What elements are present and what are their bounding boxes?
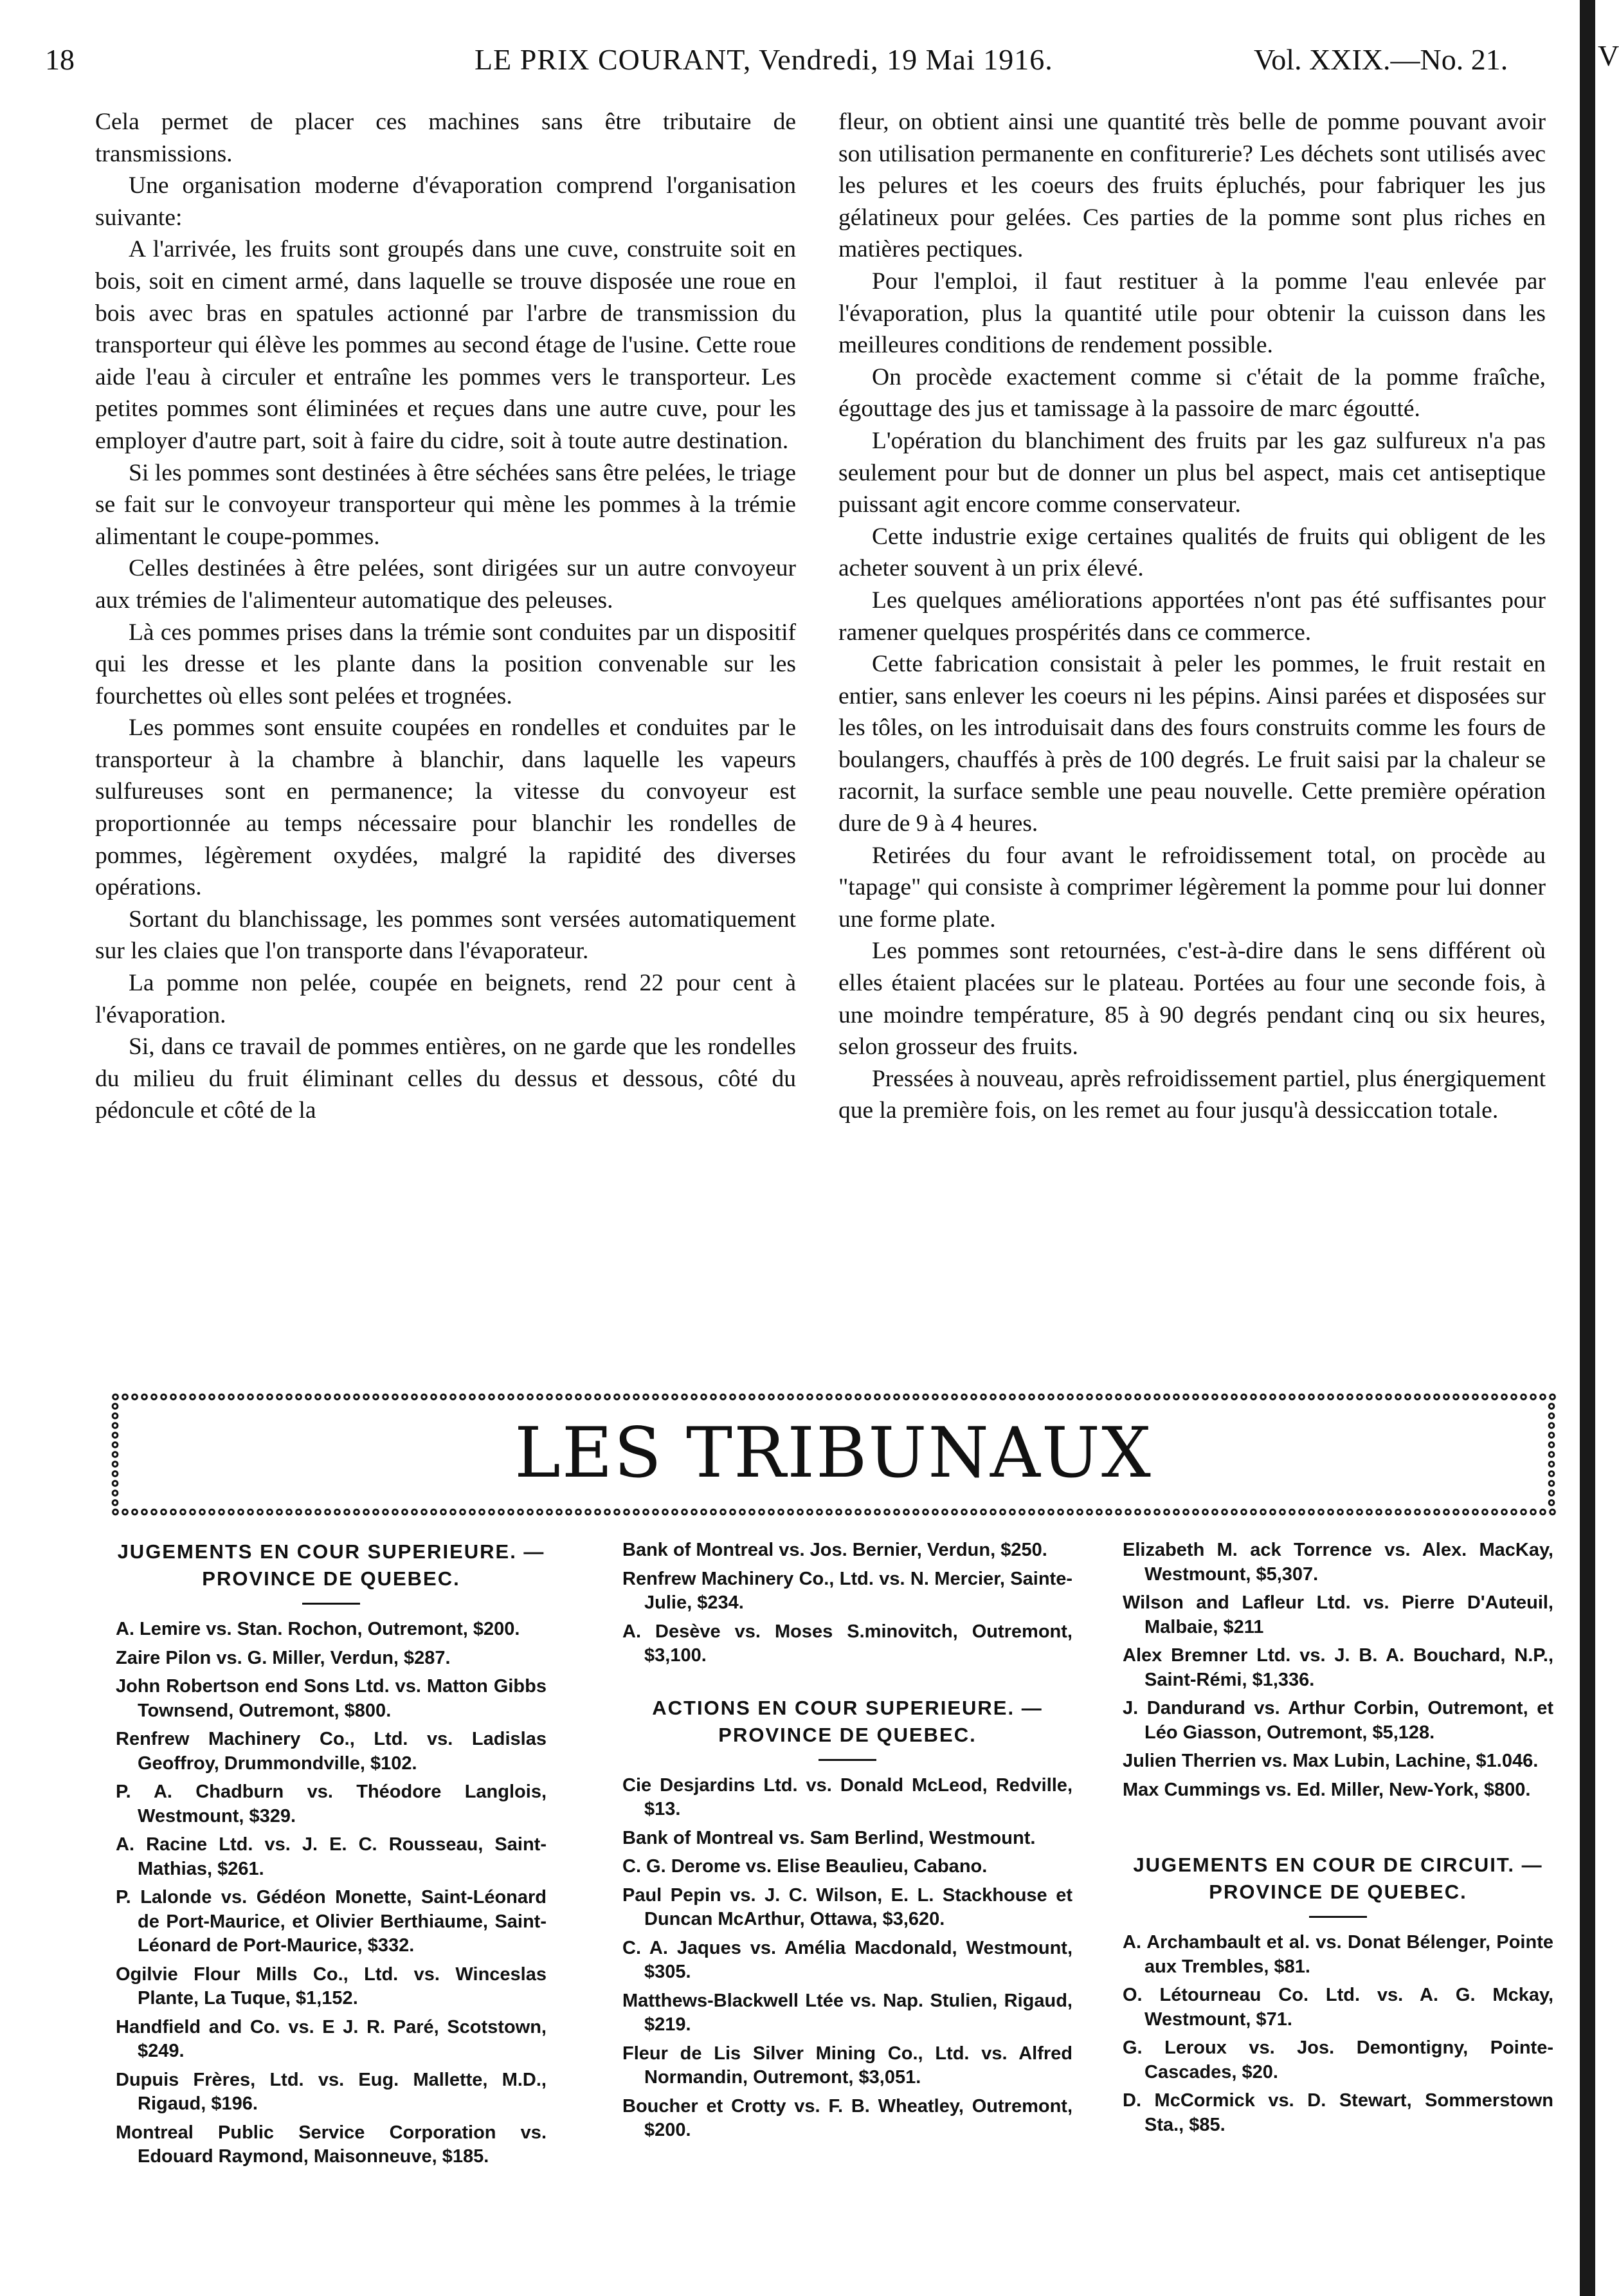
judgment-entry: Alex Bremner Ltd. vs. J. B. A. Bouchard, N.P., Saint-Rémi, $1,336. xyxy=(1123,1645,1553,1690)
circuit-entry: G. Leroux vs. Jos. Demontigny, Pointe-Cascades, $20. xyxy=(1123,2037,1553,2082)
spacer xyxy=(1123,1807,1553,1852)
judgment-entry: Zaire Pilon vs. G. Miller, Verdun, $287. xyxy=(116,1647,451,1668)
chain-border-top xyxy=(111,1392,1556,1401)
judgment-entry: Julien Therrien vs. Max Lubin, Lachine, $1.046. xyxy=(1123,1751,1539,1771)
circuit-entry: A. Archambault et al. vs. Donat Bélenger, Pointe aux Trembles, $81. xyxy=(1123,1932,1553,1977)
paragraph: Si, dans ce travail de pommes entières, on ne garde que les rondelles du milieu du fruit éliminant celles du dessus et dessous, côté du pédoncule et côté de la xyxy=(95,1034,796,1124)
paragraph: fleur, on obtient ainsi une quantité très belle de pomme pouvant avoir son utilisation permanente en confiturerie? Les déchets sont utilisés avec les pelures et les coeurs des fruits épluchés, pour fabriquer les jus gélatineux pour gelées. Ces parties de la pomme sont plus riches en matières pectiques. xyxy=(838,109,1546,263)
paragraph: Sortant du blanchissage, les pommes sont versées automatiquement sur les claies que l'on transporte dans l'évaporateur. xyxy=(95,906,796,965)
action-entry: C. A. Jaques vs. Amélia Macdonald, Westmount, $305. xyxy=(622,1937,1072,1982)
paragraph: Les pommes sont ensuite coupées en rondelles et conduites par le transporteur à la chambre à blanchir, dans laquelle les vapeurs sulfureuses sont en permanence; la vitesse du convoyeur est proportionnée au temps nécessaire pour blanchir les rondelles de pommes, légèrement oxydées, malgré la rapidité des diverses opérations. xyxy=(95,715,796,901)
action-entry: C. G. Derome vs. Elise Beaulieu, Cabano. xyxy=(622,1856,988,1877)
chain-border-bottom xyxy=(111,1508,1556,1517)
circuit-entry: D. McCormick vs. D. Stewart, Sommerstown Sta., $85. xyxy=(1123,2090,1553,2135)
paragraph: Celles destinées à être pelées, sont dirigées sur un autre convoyeur aux trémies de l'alimenteur automatique des peleuses. xyxy=(95,555,796,614)
legal-column-1 xyxy=(116,1538,547,2174)
paragraph: On procède exactement comme si c'était de la pomme fraîche, égouttage des jus et tamissage à la passoire de marc égoutté. xyxy=(838,363,1546,423)
volume-number: Vol. XXIX.—No. 21. xyxy=(1254,43,1508,76)
judgment-entry: Dupuis Frères, Ltd. vs. Eug. Mallette, M.D., Rigaud, $196. xyxy=(116,2069,547,2114)
paragraph: Les quelques améliorations apportées n'ont pas été suffisantes pour ramener quelques prospérités dans ce commerce. xyxy=(838,587,1546,646)
page-header xyxy=(45,42,1511,87)
article-right-column xyxy=(838,106,1546,1127)
circuit-entry: O. Létourneau Co. Ltd. vs. A. G. Mckay, Westmount, $71. xyxy=(1123,1985,1553,2030)
action-entry: Paul Pepin vs. J. C. Wilson, E. L. Stackhouse et Duncan McArthur, Ottawa, $3,620. xyxy=(622,1884,1072,1929)
heading-rule xyxy=(819,1759,876,1761)
section-heading: JUGEMENTS EN COUR SUPERIEURE. — PROVINCE DE QUEBEC. xyxy=(117,1540,545,1590)
heading-rule xyxy=(302,1603,360,1605)
section-heading: ACTIONS EN COUR SUPERIEURE. — PROVINCE DE QUEBEC. xyxy=(652,1696,1043,1746)
judgment-entry: Wilson and Lafleur Ltd. vs. Pierre D'Auteuil, Malbaie, $211 xyxy=(1123,1592,1553,1637)
spacer xyxy=(622,1673,1072,1695)
judgment-entry: P. Lalonde vs. Gédéon Monette, Saint-Léonard de Port-Maurice, et Olivier Berthiaume, Saint-Léonard de Port-Maurice, $332. xyxy=(116,1887,547,1956)
paragraph: Cette fabrication consistait à peler les pommes, le fruit restait en entier, sans enlever les coeurs ni les pépins. Ainsi parées et disposées sur les tôles, on les introduisait dans des fours construits comme les fours de boulangers, chauffés à près de 100 degrés. Le fruit saisi par la chaleur se racornit, la surface semble une peau nouvelle. Cette première opération dure de 9 à 4 heures. xyxy=(838,651,1546,837)
legal-column-2 xyxy=(622,1538,1072,2147)
page-number: 18 xyxy=(45,43,75,76)
paragraph: Cela permet de placer ces machines sans être tributaire de transmissions. xyxy=(95,109,796,167)
action-entry: Boucher et Crotty vs. F. B. Wheatley, Outremont, $200. xyxy=(622,2095,1072,2140)
judgment-entry: John Robertson end Sons Ltd. vs. Matton Gibbs Townsend, Outremont, $800. xyxy=(116,1676,547,1721)
paragraph: Pressées à nouveau, après refroidissement partiel, plus énergiquement que la première fois, on les remet au four jusqu'à dessiccation totale. xyxy=(838,1065,1546,1124)
action-entry: Cie Desjardins Ltd. vs. Donald McLeod, Redville, $13. xyxy=(622,1774,1072,1819)
publication-line: LE PRIX COURANT, Vendredi, 19 Mai 1916. xyxy=(475,43,1053,76)
paragraph: La pomme non pelée, coupée en beignets, rend 22 pour cent à l'évaporation. xyxy=(95,970,796,1028)
paragraph: Cette industrie exige certaines qualités de fruits qui obligent de les acheter souvent à un prix élevé. xyxy=(838,523,1546,582)
judgment-entry: Bank of Montreal vs. Jos. Bernier, Verdun, $250. xyxy=(622,1540,1047,1560)
judgment-entry: P. A. Chadburn vs. Théodore Langlois, Westmount, $329. xyxy=(116,1781,547,1827)
paragraph: A l'arrivée, les fruits sont groupés dans une cuve, construite soit en bois, soit en ciment armé, dans laquelle se trouve disposée une roue en bois avec bras en spatules actionné par l'arbre de transmission du transporteur qui élève les pommes au second étage de l'usine. Cette roue aide l'eau à circuler et entraîne les pommes vers le transporteur. Les petites pommes sont éliminées et reçues dans une autre cuve, pour les employer d'autre part, soit à faire du cidre, soit à toute autre destination. xyxy=(95,236,796,454)
heading-rule xyxy=(1309,1916,1367,1918)
paragraph: Une organisation moderne d'évaporation comprend l'organisation suivante: xyxy=(95,172,796,231)
paragraph: Les pommes sont retournées, c'est-à-dire dans le sens différent où elles étaient placées sur le plateau. Portées au four une seconde fois, à une moindre température, 85 à 90 degrés pendant cinq ou six heures, selon grosseur des fruits. xyxy=(838,938,1546,1061)
paragraph: Là ces pommes prises dans la trémie sont conduites par un dispositif qui les dresse et les plante dans la position convenable sur les fourchettes où elles sont pelées et trognées. xyxy=(95,619,796,709)
paragraph: Retirées du four avant le refroidissement total, on procède au "tapage" qui consiste à comprimer légèrement la pomme pour lui donner une forme plate. xyxy=(838,842,1546,933)
judgment-entry: Max Cummings vs. Ed. Miller, New-York, $800. xyxy=(1123,1779,1531,1800)
book-spine-edge xyxy=(1555,0,1619,2296)
judgment-entry: A. Lemire vs. Stan. Rochon, Outremont, $200. xyxy=(116,1619,520,1639)
judgment-entry: Handfield and Co. vs. E J. R. Paré, Scotstown, $249. xyxy=(116,2016,547,2061)
judgment-entry: A. Desève vs. Moses S.minovitch, Outremont, $3,100. xyxy=(622,1621,1072,1666)
judgment-entry: A. Racine Ltd. vs. J. E. C. Rousseau, Saint-Mathias, $261. xyxy=(116,1834,547,1879)
spine-edge-letter: V xyxy=(1598,39,1619,72)
section-heading: JUGEMENTS EN COUR DE CIRCUIT. — PROVINCE DE QUEBEC. xyxy=(1133,1854,1543,1903)
judgment-entry: Ogilvie Flour Mills Co., Ltd. vs. Winceslas Plante, La Tuque, $1,152. xyxy=(116,1963,547,2009)
action-entry: Matthews-Blackwell Ltée vs. Nap. Stulien, Rigaud, $219. xyxy=(622,1990,1072,2035)
section-title: LES TRIBUNAUX xyxy=(514,1413,1152,1493)
article-left-column xyxy=(95,106,796,1127)
legal-column-3 xyxy=(1123,1538,1553,2142)
action-entry: Bank of Montreal vs. Sam Berlind, Westmount. xyxy=(622,1827,1036,1848)
judgment-entry: Montreal Public Service Corporation vs. Edouard Raymond, Maisonneuve, $185. xyxy=(116,2122,547,2167)
judgment-entry: Elizabeth M. ack Torrence vs. Alex. MacKay, Westmount, $5,307. xyxy=(1123,1540,1553,1585)
action-entry: Fleur de Lis Silver Mining Co., Ltd. vs. Alfred Normandin, Outremont, $3,051. xyxy=(622,2043,1072,2088)
section-banner xyxy=(111,1392,1556,1517)
paragraph: Si les pommes sont destinées à être séchées sans être pelées, le triage se fait sur le convoyeur transporteur qui mène les pommes à la trémie alimentant le coupe-pommes. xyxy=(95,459,796,550)
judgment-entry: Renfrew Machinery Co., Ltd. vs. N. Mercier, Sainte-Julie, $234. xyxy=(622,1568,1072,1613)
paragraph: L'opération du blanchiment des fruits par les gaz sulfureux n'a pas seulement pour but de donner un plus bel aspect, mais cet antiseptique puissant agit encore comme conservateur. xyxy=(838,427,1546,518)
judgment-entry: Renfrew Machinery Co., Ltd. vs. Ladislas Geoffroy, Drummondville, $102. xyxy=(116,1729,547,1774)
paragraph: Pour l'emploi, il faut restituer à la pomme l'eau enlevée par l'évaporation, plus la quantité utile pour obtenir la cuisson dans les meilleures conditions de rendement possible. xyxy=(838,268,1546,359)
judgment-entry: J. Dandurand vs. Arthur Corbin, Outremont, et Léo Giasson, Outremont, $5,128. xyxy=(1123,1698,1553,1743)
